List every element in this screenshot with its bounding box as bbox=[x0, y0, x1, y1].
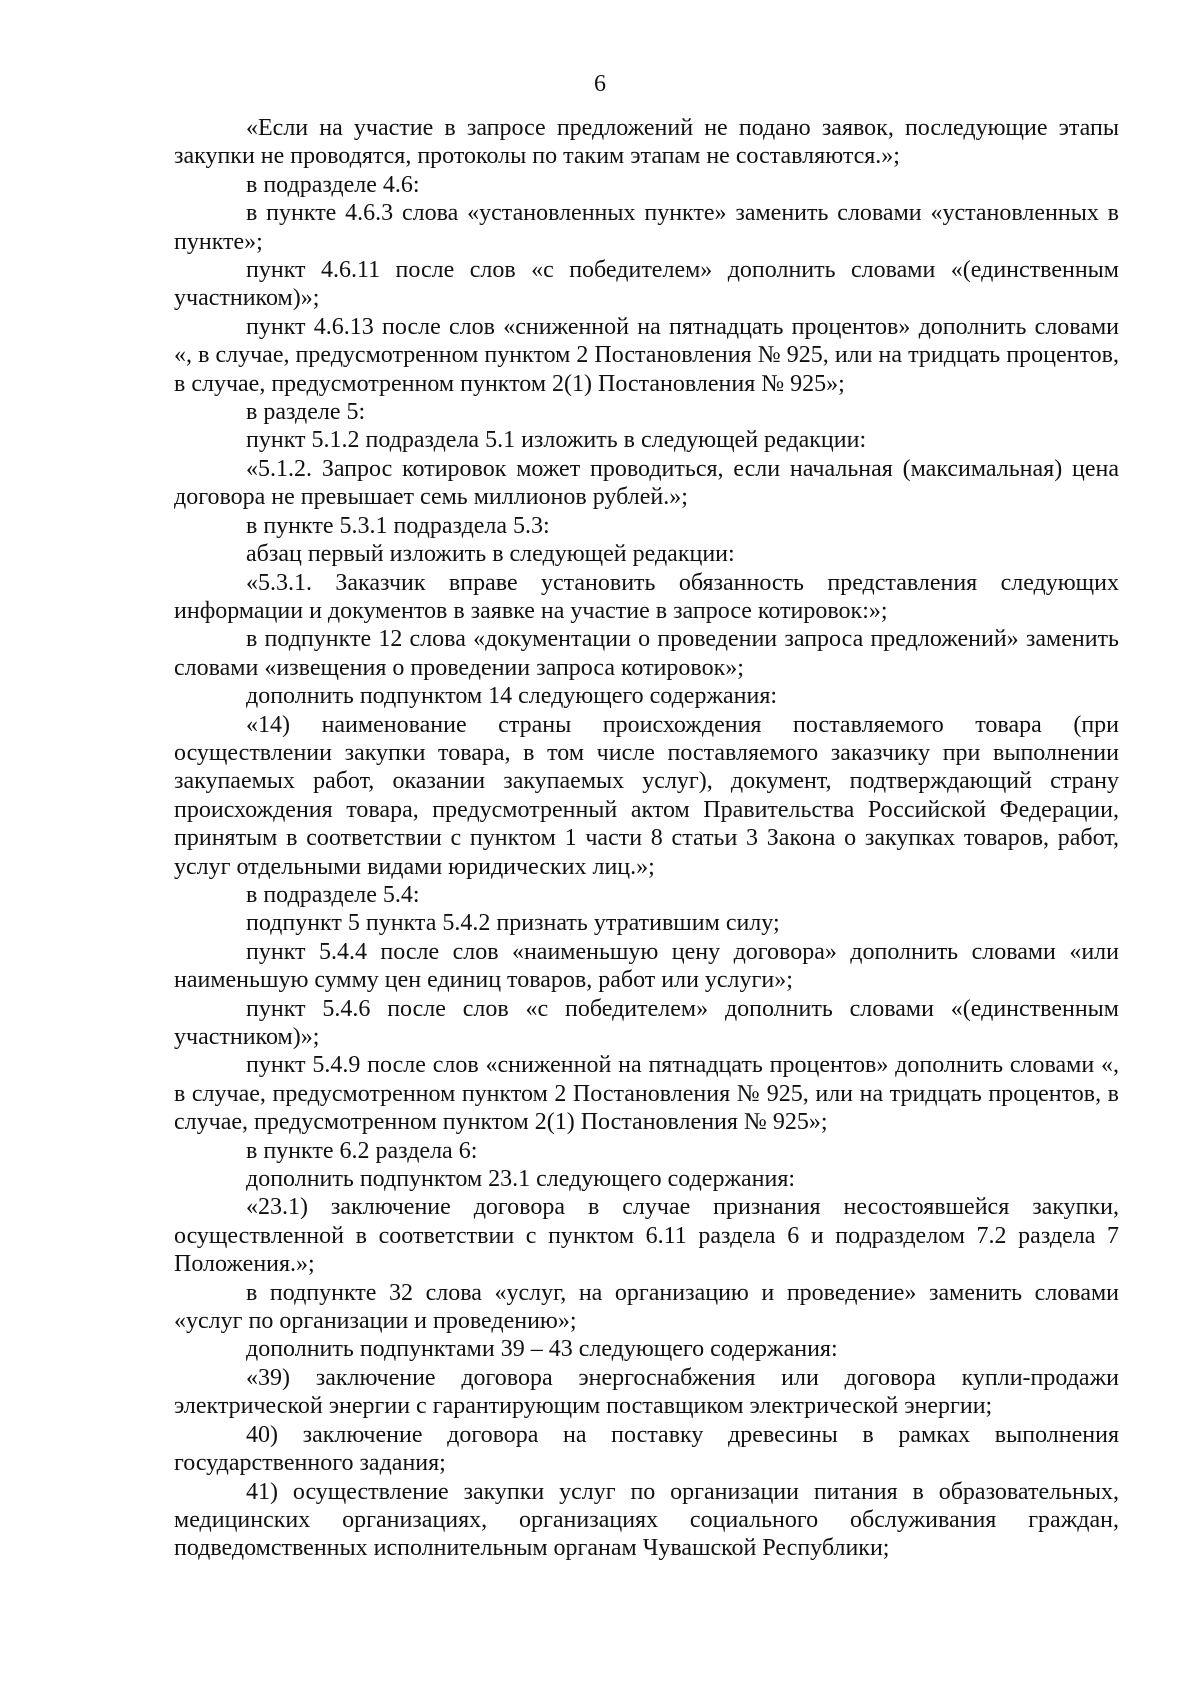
paragraph: дополнить подпунктами 39 – 43 следующего содержания: bbox=[246, 1336, 838, 1363]
paragraph: в разделе 5: bbox=[246, 399, 366, 426]
paragraph: 40) заключение договора на поставку древесины в рамках выполнения государственного задания; bbox=[174, 1421, 1119, 1477]
paragraph: в подпункте 12 слова «документации о проведении запроса предложений» заменить словами «извещения о проведении запроса котировок»; bbox=[174, 626, 1119, 681]
paragraph: в подразделе 5.4: bbox=[246, 881, 420, 908]
paragraph: в пункте 5.3.1 подраздела 5.3: bbox=[246, 512, 550, 539]
paragraph: в подразделе 4.6: bbox=[246, 171, 420, 198]
paragraph: «5.3.1. Заказчик вправе установить обязанность представления следующих информации и документов в заявке на участие в запросе котировок:»; bbox=[174, 569, 1119, 624]
paragraph: пункт 5.4.4 после слов «наименьшую цену договора» дополнить словами «или наименьшую сумму цен единиц товаров, работ или услуги»; bbox=[174, 938, 1119, 994]
document-body bbox=[174, 114, 1119, 1563]
paragraph: дополнить подпунктом 23.1 следующего содержания: bbox=[246, 1166, 796, 1193]
page-number: 6 bbox=[594, 71, 606, 97]
paragraph: пункт 4.6.11 после слов «с победителем» дополнить словами «(единственным участником)»; bbox=[174, 257, 1119, 312]
paragraph: пункт 5.1.2 подраздела 5.1 изложить в следующей редакции: bbox=[246, 427, 867, 454]
paragraph: подпункт 5 пункта 5.4.2 признать утратившим силу; bbox=[246, 910, 780, 937]
paragraph: пункт 4.6.13 после слов «сниженной на пятнадцать процентов» дополнить словами «, в случае, предусмотренном пунктом 2 Постановления № 925, или на тридцать процентов, в случае, предусмотренном пунктом 2(1) Постановления № 925»; bbox=[174, 313, 1119, 397]
paragraph: «Если на участие в запросе предложений не подано заявок, последующие этапы закупки не проводятся, протоколы по таким этапам не составляются.»; bbox=[174, 115, 1119, 170]
paragraph: «23.1) заключение договора в случае признания несостоявшейся закупки, осуществленной в соответствии с пунктом 6.11 раздела 6 и подразделом 7.2 раздела 7 Положения.»; bbox=[174, 1194, 1119, 1278]
paragraph: пункт 5.4.6 после слов «с победителем» дополнить словами «(единственным участником)»; bbox=[174, 995, 1119, 1050]
paragraph: «39) заключение договора энергоснабжения или договора купли-продажи электрической энергии с гарантирующим поставщиком электрической энергии; bbox=[174, 1364, 1119, 1420]
paragraph: в пункте 6.2 раздела 6: bbox=[246, 1137, 478, 1164]
paragraph: в подпункте 32 слова «услуг, на организацию и проведение» заменить словами «услуг по организации и проведению»; bbox=[174, 1279, 1119, 1335]
paragraph: в пункте 4.6.3 слова «установленных пункте» заменить словами «установленных в пункте»; bbox=[174, 200, 1119, 255]
paragraph: 41) осуществление закупки услуг по организации питания в образовательных, медицинских организациях, организациях социального обслуживания граждан, подведомственных исполнительным органам Чувашской Республики; bbox=[174, 1478, 1119, 1562]
paragraph: пункт 5.4.9 после слов «сниженной на пятнадцать процентов» дополнить словами «, в случае, предусмотренном пунктом 2 Постановления № 925, или на тридцать процентов, в случае, предусмотренном пунктом 2(1) Постановления № 925»; bbox=[174, 1052, 1119, 1136]
paragraph: «5.1.2. Запрос котировок может проводиться, если начальная (максимальная) цена договора не превышает семь миллионов рублей.»; bbox=[174, 455, 1119, 511]
paragraph: дополнить подпунктом 14 следующего содержания: bbox=[246, 683, 778, 710]
paragraph: «14) наименование страны происхождения поставляемого товара (при осуществлении закупки товара, в том числе поставляемого заказчику при выполнении закупаемых работ, оказании закупаемых услуг), документ, подтверждающий страну происхождения товара, предусмотренный актом Правительства Российской Федерации, принятым в соответствии с пунктом 1 части 8 статьи 3 Закона о закупках товаров, работ, услуг отдельными видами юридических лиц.»; bbox=[174, 711, 1119, 880]
paragraph: абзац первый изложить в следующей редакции: bbox=[246, 541, 735, 568]
